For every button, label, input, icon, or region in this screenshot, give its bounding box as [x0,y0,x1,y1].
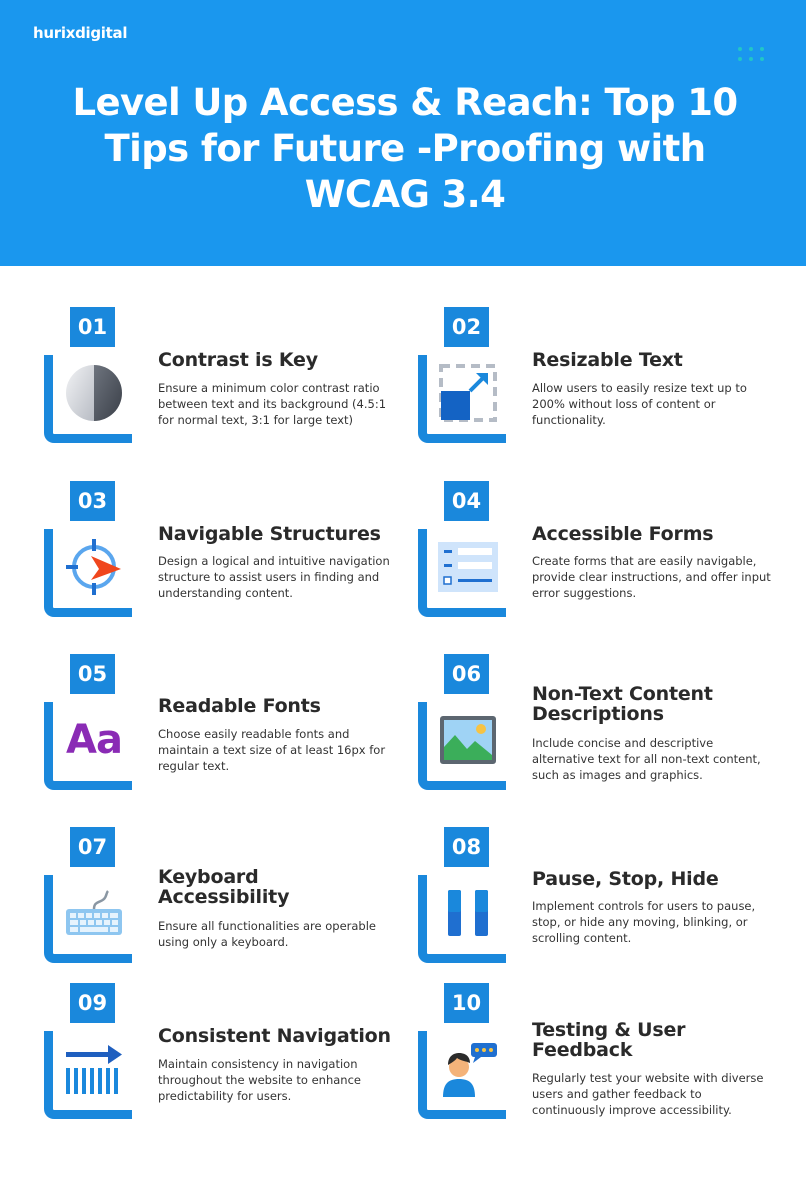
tip-number: 06 [444,654,489,694]
tip-card-07 [44,827,414,977]
tip-title: Resizable Text [532,349,683,371]
tip-description: Implement controls for users to pause, stop, or hide any moving, blinking, or scrolling content. [532,899,756,945]
font-aa-icon [60,704,128,776]
tip-number: 10 [444,983,489,1023]
tip-card-09 [44,983,414,1133]
tip-card-04 [418,481,788,631]
tip-card-05 [44,654,414,804]
tip-card-02 [418,307,788,457]
tip-title: Non-Text Content Descriptions [532,683,713,725]
navigation-arrow-icon [60,1033,128,1105]
tip-number: 09 [70,983,115,1023]
tip-description: Ensure a minimum color contrast ratio between text and its background (4.5:1 for normal text, 3:1 for large text) [158,381,387,427]
image-icon [434,704,502,776]
tip-number: 02 [444,307,489,347]
font-aa-glyph: Aa [66,717,122,763]
tip-card-08 [418,827,788,977]
tip-title: Keyboard Accessibility [158,866,290,908]
keyboard-icon [60,877,128,949]
user-feedback-icon [434,1033,502,1105]
tip-title: Navigable Structures [158,523,381,545]
resize-icon [434,357,502,429]
tip-description: Include concise and descriptive alternative text for all non-text content, such as images and graphics. [532,736,761,782]
tip-number: 03 [70,481,115,521]
tip-number: 01 [70,307,115,347]
pause-icon [434,877,502,949]
form-icon [434,531,502,603]
tip-description: Choose easily readable fonts and maintain a text size of at least 16px for regular text. [158,727,386,773]
tip-description: Create forms that are easily navigable, provide clear instructions, and offer input error suggestions. [532,554,771,600]
header-banner [0,0,806,266]
decorative-dots [738,47,764,63]
tip-card-10 [418,983,788,1133]
tip-number: 08 [444,827,489,867]
compass-pointer-icon [60,531,128,603]
tip-number: 04 [444,481,489,521]
tip-title: Readable Fonts [158,695,321,717]
tip-description: Allow users to easily resize text up to 200% without loss of content or functionality. [532,381,747,427]
brand-logo: hurixdigital [33,24,128,42]
tip-number: 07 [70,827,115,867]
tip-title: Testing & User Feedback [532,1019,686,1061]
tip-description: Ensure all functionalities are operable using only a keyboard. [158,919,376,949]
tip-description: Maintain consistency in navigation throughout the website to enhance predictability for users. [158,1057,361,1103]
tip-card-03 [44,481,414,631]
tip-card-01 [44,307,414,457]
tip-card-06 [418,654,788,804]
tip-number: 05 [70,654,115,694]
tip-title: Accessible Forms [532,523,714,545]
tip-description: Design a logical and intuitive navigation structure to assist users in finding and understanding content. [158,554,390,600]
tip-title: Consistent Navigation [158,1025,391,1047]
page-title: Level Up Access & Reach: Top 10 Tips for Future -Proofing with WCAG 3.4 [72,81,738,216]
tip-title: Contrast is Key [158,349,318,371]
contrast-circle-icon [60,357,128,429]
tip-title: Pause, Stop, Hide [532,868,719,890]
tip-description: Regularly test your website with diverse users and gather feedback to continuously improve accessibility. [532,1071,764,1117]
